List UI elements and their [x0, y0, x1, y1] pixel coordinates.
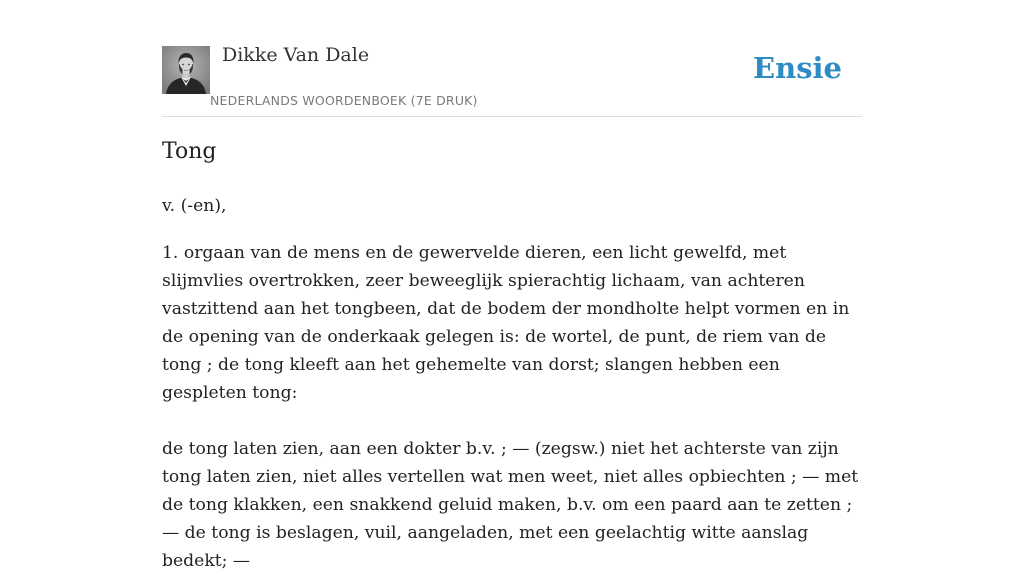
example-paragraph: de tong laten zien, aan een dokter b.v. ; — (zegsw.) niet het achterste van zijn tong laten zien, niet alles vertellen wat men weet, niet alles opbiechten ; — met de tong klakken, een snakkend geluid maken, b.v. om een paard aan te zetten ; — de tong is beslagen, vuil, aangeladen, met een geelachtig witte aanslag bedekt; —: [162, 439, 859, 571]
author-name[interactable]: Dikke Van Dale: [222, 44, 370, 66]
portrait-image: [162, 46, 210, 94]
entry-title: Tong: [162, 139, 217, 164]
author-avatar[interactable]: [162, 46, 210, 94]
content-container: [162, 0, 862, 571]
definition-paragraph: 1. orgaan van de mens en de gewervelde dieren, een licht gewelfd, met slijmvlies overtrokken, zeer beweeglijk spierachtig lichaam, van achteren vastzittend aan het tongbeen, dat de bodem der mondholte helpt vormen en in de opening van de onderkaak gelegen is: de wortel, de punt, de riem van de tong ; de tong kleeft aan het gehemelte van dorst; slangen hebben een gespleten tong:: [162, 243, 850, 403]
ensie-logo-link[interactable]: Ensie: [753, 51, 842, 85]
grammar-note: v. (-en),: [162, 196, 227, 216]
source-label: NEDERLANDS WOORDENBOEK (7E DRUK): [210, 93, 478, 108]
entry-body: [162, 192, 866, 575]
entry-header: [162, 0, 862, 117]
